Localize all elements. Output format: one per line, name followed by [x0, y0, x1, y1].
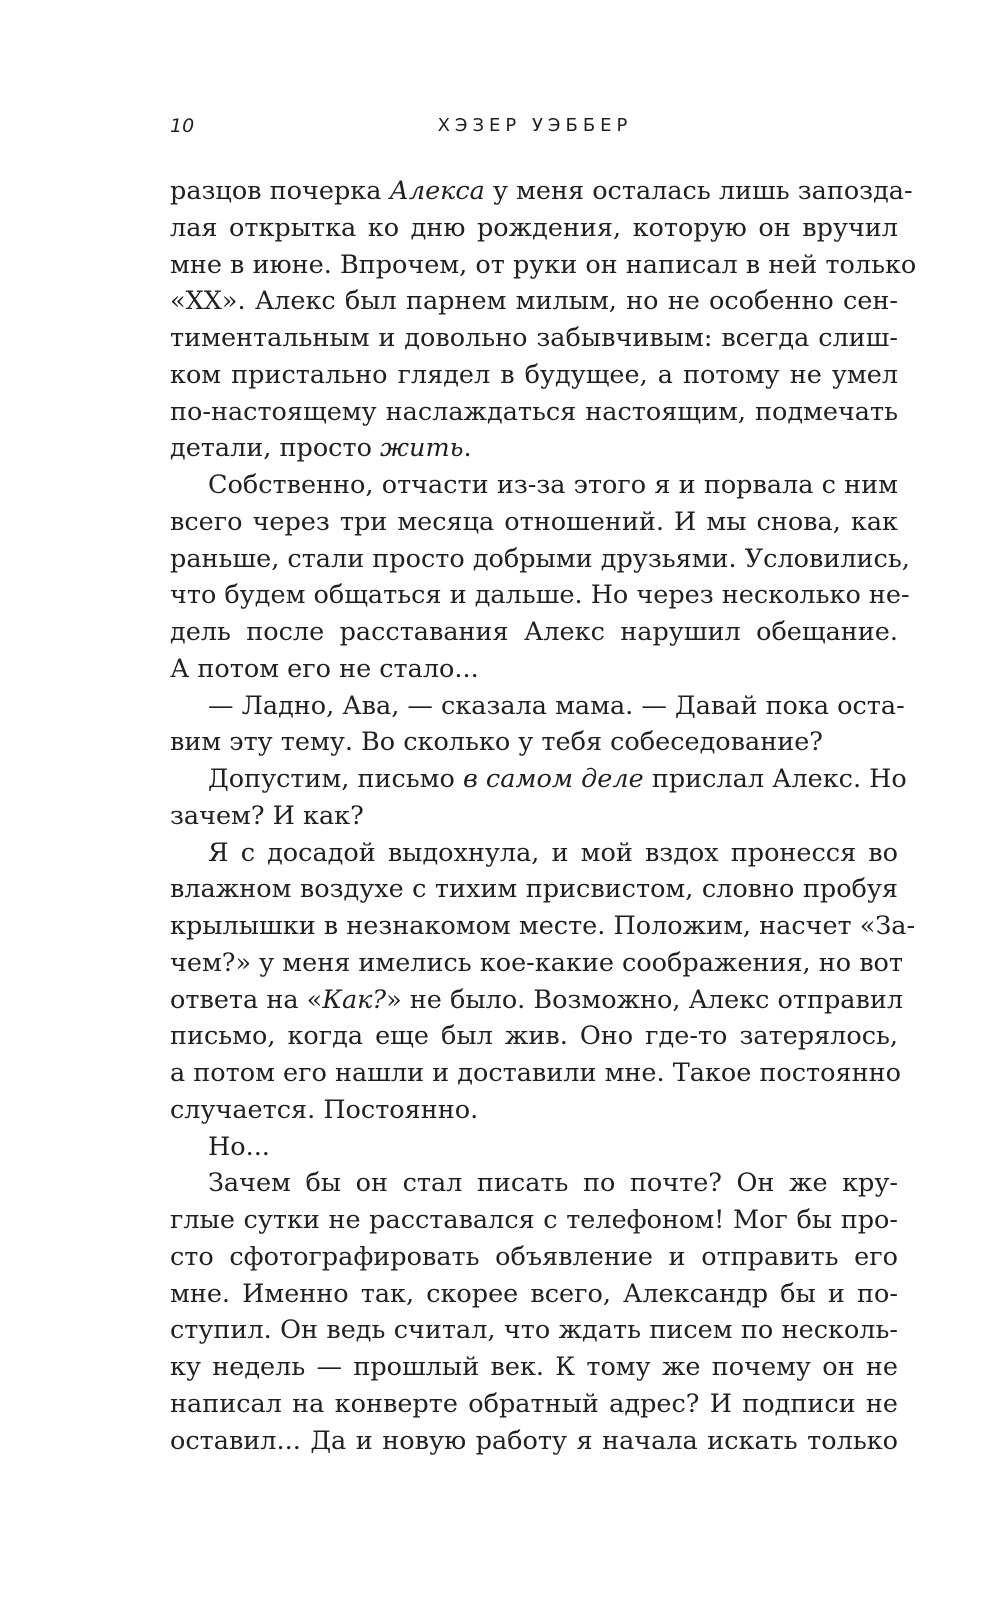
text-line [170, 467, 898, 504]
text-line [170, 1423, 898, 1460]
text-line [170, 504, 898, 541]
text-segment: ком пристально глядел в будущее, а потому не умел [170, 359, 898, 390]
text-segment: письмо, когда еще был жив. Оно где-то затерялось, [170, 1021, 898, 1052]
text-line [170, 945, 904, 982]
text-segment: а потом его нашли и доставили мне. Такое постоянно [170, 1058, 901, 1088]
text-segment: написал на конверте обратный адрес? И подписи не [170, 1388, 898, 1419]
text-line [170, 688, 905, 725]
text-segment: детали, просто [170, 433, 381, 464]
body-text [170, 173, 917, 1459]
text-segment: раньше, стали просто добрыми друзьями. Условились, [170, 543, 910, 574]
text-line [170, 210, 898, 247]
text-segment: «XX». Алекс был парнем милым, но не особенно сен- [170, 286, 898, 317]
text-line [170, 798, 898, 835]
text-line [170, 430, 898, 467]
text-line [170, 394, 898, 431]
text-line [170, 651, 898, 688]
italic-text: жить [380, 433, 464, 464]
text-segment: зачем? И как? [170, 800, 364, 831]
text-line [170, 577, 910, 614]
text-segment: мне. Именно так, скорее всего, Александр бы и по- [170, 1278, 898, 1309]
text-line [170, 871, 898, 908]
text-line [170, 982, 904, 1019]
text-segment: лая открытка ко дню рождения, которую он вручил [170, 212, 898, 243]
text-segment: влажном воздухе с тихим присвистом, словно пробуя [170, 874, 898, 905]
text-line [170, 1386, 898, 1423]
text-segment: сто сфотографировать объявление и отправить его [170, 1241, 898, 1272]
text-segment: ответа на « [170, 984, 323, 1015]
text-line [170, 1018, 898, 1055]
text-line [170, 1312, 898, 1349]
text-line [170, 1239, 898, 1276]
text-segment: Собственно, отчасти из-за этого я и порвала с ним [208, 470, 898, 500]
text-line [170, 541, 910, 578]
page-header [170, 108, 900, 144]
text-segment: у меня осталась лишь запозда- [484, 176, 913, 206]
text-segment: » не было. Возможно, Алекс отправил [386, 984, 904, 1015]
text-line [170, 761, 907, 798]
text-line [170, 835, 898, 872]
text-line [170, 320, 898, 357]
text-line [170, 1129, 898, 1166]
text-segment: разцов почерка [170, 176, 390, 206]
text-line [170, 1092, 898, 1129]
text-line [170, 724, 898, 761]
text-segment: вим эту тему. Во сколько у тебя собеседование? [170, 727, 823, 758]
text-line [170, 247, 917, 284]
italic-text: Как? [322, 984, 387, 1015]
text-segment: что будем общаться и дальше. Но через несколько не- [170, 580, 910, 611]
text-line [170, 357, 898, 394]
text-segment: случается. Постоянно. [170, 1094, 479, 1125]
text-segment: Я с досадой выдохнула, и мой вздох пронесся во [208, 837, 898, 868]
text-line [170, 1165, 898, 1202]
text-line [170, 1202, 898, 1239]
text-segment: всего через три месяца отношений. И мы снова, как [170, 506, 898, 537]
text-line [170, 283, 898, 320]
text-segment: ступил. Он ведь считал, что ждать писем по несколь- [170, 1315, 898, 1346]
text-segment: прислал Алекс. Но [643, 764, 907, 794]
text-segment: чем?» у меня имелись кое-какие соображения, но вот [170, 947, 904, 978]
text-line [170, 173, 913, 210]
text-segment: Зачем бы он стал писать по почте? Он же кру- [208, 1168, 898, 1199]
text-segment: тиментальным и довольно забывчивым: всегда слиш- [170, 323, 898, 353]
text-segment: — Ладно, Ава, — сказала мама. — Давай пока оста- [208, 690, 905, 721]
text-segment: по-настоящему наслаждаться настоящим, подмечать [170, 396, 898, 427]
text-segment: ку недель — прошлый век. К тому же почему он не [170, 1352, 898, 1382]
text-segment: Но... [208, 1131, 270, 1162]
text-line [170, 1349, 898, 1386]
italic-text: Алекса [389, 176, 485, 206]
text-segment: А потом его не стало... [170, 653, 479, 684]
text-segment: глые сутки не расставался с телефоном! Мог бы про- [170, 1205, 898, 1235]
page-number: 10 [170, 115, 195, 137]
text-segment: дель после расставания Алекс нарушил обещание. [170, 617, 898, 647]
running-head-author: ХЭЗЕР УЭББЕР [437, 115, 633, 136]
text-segment: Допустим, письмо [208, 764, 463, 794]
text-line [170, 1276, 898, 1313]
text-segment: оставил... Да и новую работу я начала искать только [170, 1425, 898, 1456]
text-segment: мне в июне. Впрочем, от руки он написал в ней только [170, 249, 917, 280]
text-line [170, 908, 916, 945]
text-line [170, 614, 898, 651]
text-segment: крылышки в незнакомом месте. Положим, насчет «За- [170, 911, 916, 941]
text-line [170, 1055, 901, 1092]
text-segment: . [463, 433, 472, 464]
italic-text: в самом деле [462, 764, 644, 794]
